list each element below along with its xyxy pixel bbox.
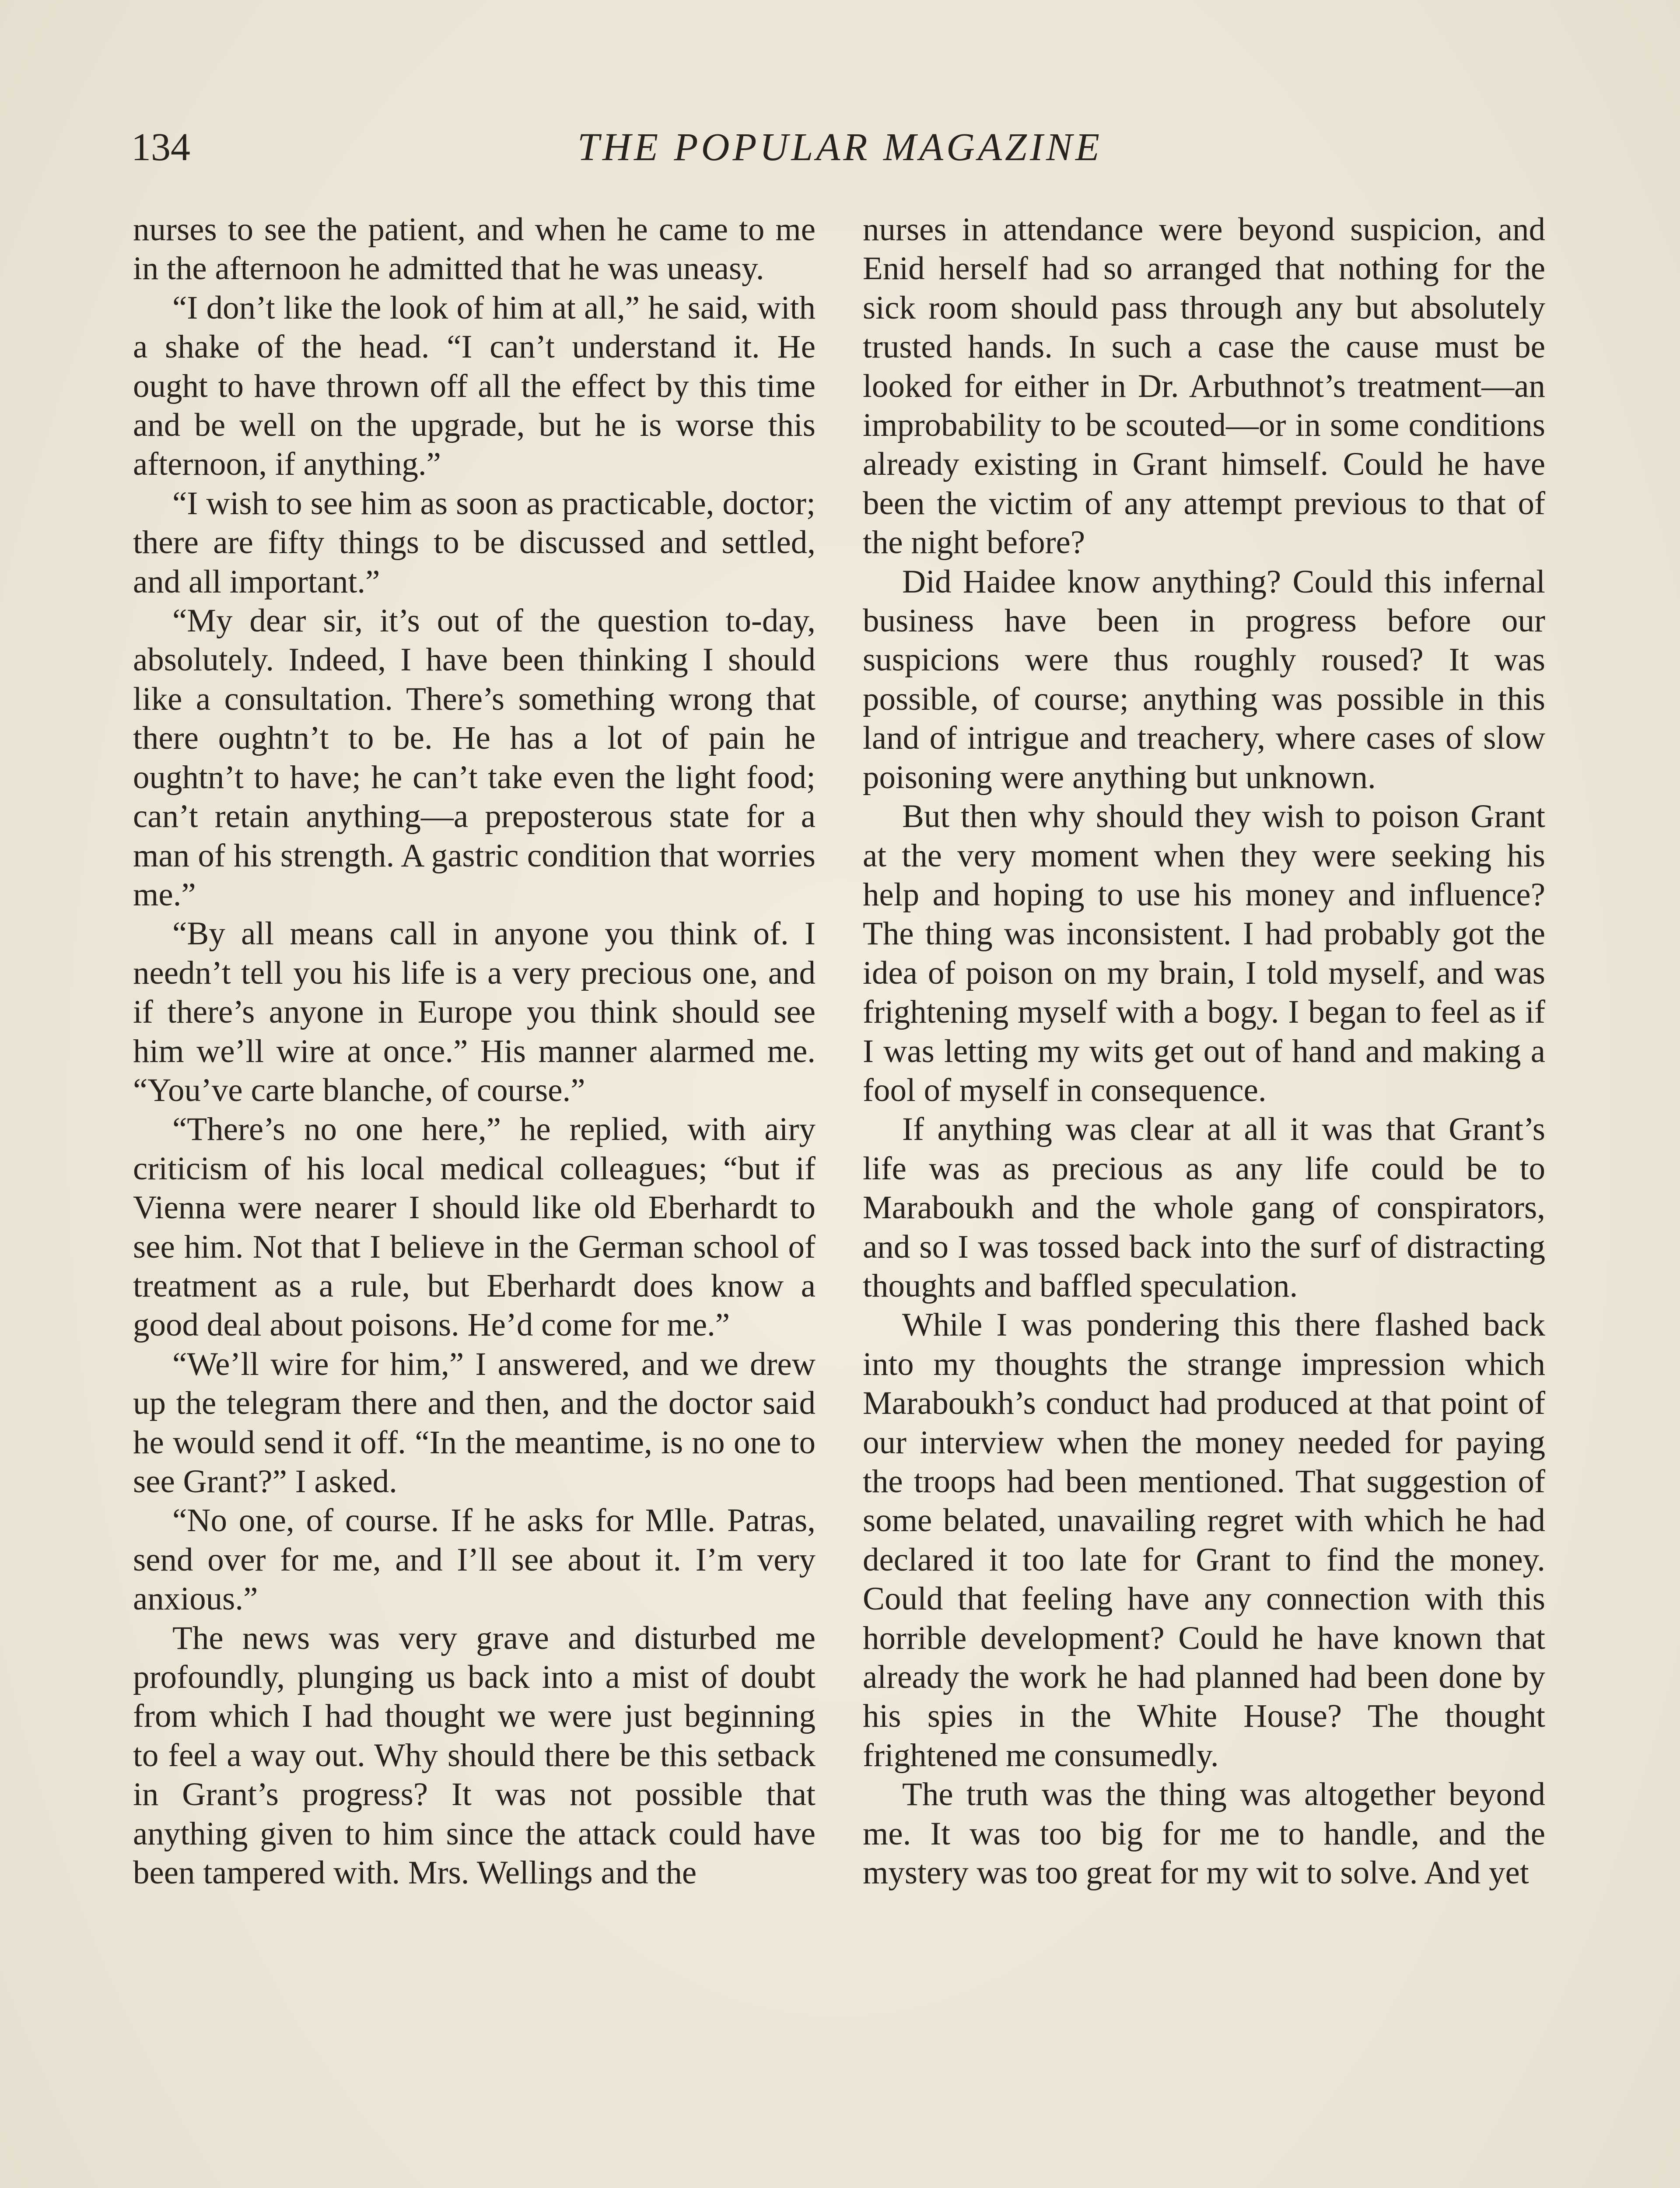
paragraph: “I wish to see him as soon as practicable, doctor; there are fifty things to be discussed and settled, and all important.” <box>133 485 816 600</box>
paragraph: The news was very grave and disturbed me profoundly, plunging us back into a mist of doubt from which I had thought we were just beginning to feel a way out. Why should there be this setback in Grant’s progress? It was not possible that anything given to him since the attack could have been tampered with. Mrs. Wellings and the <box>133 1620 816 1891</box>
right-text-column <box>863 210 1545 2188</box>
paragraph: nurses to see the patient, and when he came to me in the afternoon he admitted that he was uneasy. <box>133 211 816 287</box>
paragraph: “No one, of course. If he asks for Mlle. Patras, send over for me, and I’ll see about it. I’m very anxious.” <box>133 1502 816 1617</box>
paragraph: The truth was the thing was altogether beyond me. It was too big for me to handle, and the mystery was too great for my wit to solve. And yet <box>863 1776 1545 1891</box>
paragraph: If anything was clear at all it was that Grant’s life was as precious as any life could be to Maraboukh and the whole gang of conspirators, and so I was tossed back into the surf of distracting thoughts and baffled speculation. <box>863 1111 1545 1304</box>
paragraph: nurses in attendance were beyond suspicion, and Enid herself had so arranged that nothing for the sick room should pass through any but absolutely trusted hands. In such a case the cause must be looked for either in Dr. Arbuthnot’s treatment—an improbability to be scouted—or in some conditions already existing in Grant himself. Could he have been the victim of any attempt previous to that of the night before? <box>863 211 1545 561</box>
page-number: 134 <box>131 126 190 169</box>
paragraph: “I don’t like the look of him at all,” he said, with a shake of the head. “I can’t understand it. He ought to have thrown off all the effect by this time and be well on the upgrade, but he is worse this afternoon, if anything.” <box>133 289 816 483</box>
paragraph: “By all means call in anyone you think of. I needn’t tell you his life is a very precious one, and if there’s anyone in Europe you think should see him we’ll wire at once.” His manner alarmed me. “You’ve carte blanche, of course.” <box>133 915 816 1108</box>
page-header <box>131 115 1549 180</box>
paragraph: But then why should they wish to poison Grant at the very moment when they were seeking his help and hoping to use his money and influence? The thing was inconsistent. I had probably got the idea of poison on my brain, I told myself, and was frightening myself with a bogy. I began to feel as if I was letting my wits get out of hand and making a fool of myself in consequence. <box>863 798 1545 1108</box>
paragraph: While I was pondering this there flashed back into my thoughts the strange impression which Maraboukh’s conduct had produced at that point of our interview when the money needed for paying the troops had been mentioned. That suggestion of some belated, unavailing regret with which he had declared it too late for Grant to find the money. Could that feeling have any connection with this horrible development? Could he have known that already the work he had planned had been done by his spies in the White House? The thought frightened me consumedly. <box>863 1307 1545 1774</box>
paragraph: “There’s no one here,” he replied, with airy criticism of his local medical colleagues; “but if Vienna were nearer I should like old Eberhardt to see him. Not that I believe in the German school of treatment as a rule, but Eberhardt does know a good deal about poisons. He’d come for me.” <box>133 1111 816 1343</box>
paragraph: “We’ll wire for him,” I answered, and we drew up the telegram there and then, and the doctor said he would send it off. “In the meantime, is no one to see Grant?” I asked. <box>133 1346 816 1500</box>
left-text-column <box>133 210 816 2188</box>
magazine-title: THE POPULAR MAGAZINE <box>578 126 1102 169</box>
paragraph: Did Haidee know anything? Could this infernal business have been in progress before our suspicions were thus roughly roused? It was possible, of course; anything was possible in this land of intrigue and treachery, where cases of slow poisoning were anything but unknown. <box>863 563 1545 796</box>
paragraph: “My dear sir, it’s out of the question to-day, absolutely. Indeed, I have been thinking I should like a consultation. There’s something wrong that there oughtn’t to be. He has a lot of pain he oughtn’t to have; he can’t take even the light food; can’t retain anything—a preposterous state for a man of his strength. A gastric condition that worries me.” <box>133 603 816 913</box>
